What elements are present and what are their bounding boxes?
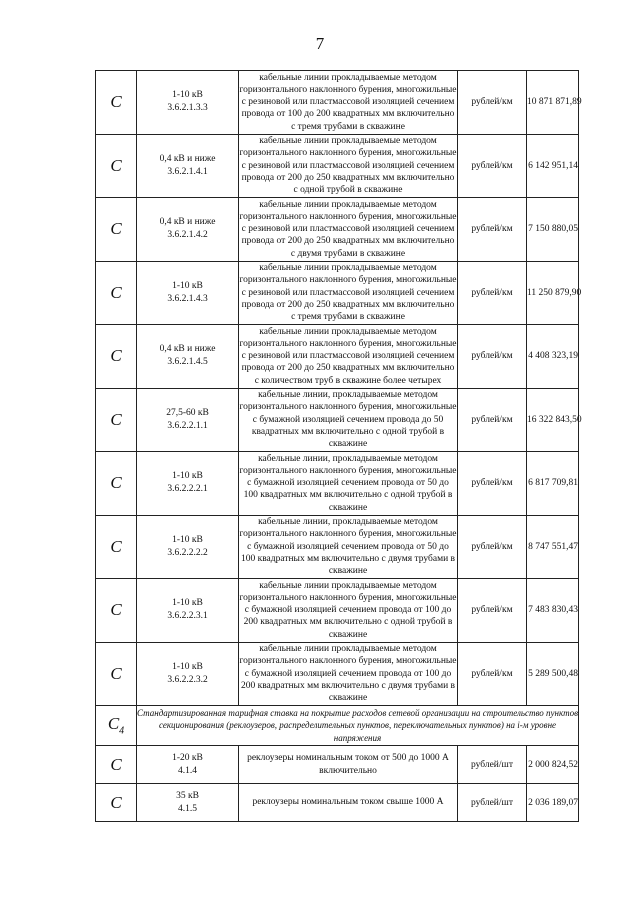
voltage-level: 27,5-60 кВ xyxy=(166,407,209,418)
rate-description: кабельные линии прокладываемые методом горизонтального наклонного бурения, многожильные с бумажной изоляцией сечением провода от 100 до 200 квадратных мм включительно с двумя трубами в скважине xyxy=(239,642,458,706)
rate-unit: рублей/км xyxy=(458,325,527,389)
rate-value: 16 322 843,50 xyxy=(527,388,579,452)
rate-value: 7 483 830,43 xyxy=(527,579,579,643)
rate-value: 7 150 880,05 xyxy=(527,198,579,262)
voltage-level: 35 кВ xyxy=(176,790,199,801)
table-row xyxy=(96,642,579,706)
rate-code: 4.1.4 xyxy=(178,765,197,776)
rate-symbol: C xyxy=(96,746,137,784)
rate-unit: рублей/км xyxy=(458,261,527,325)
table-row xyxy=(96,261,579,325)
rate-unit: рублей/шт xyxy=(458,746,527,784)
rate-value: 6 817 709,81 xyxy=(527,452,579,516)
rate-code: 4.1.5 xyxy=(178,803,197,814)
table-row xyxy=(96,515,579,579)
rate-code: 3.6.2.1.4.5 xyxy=(167,357,208,368)
table-row xyxy=(96,198,579,262)
rate-description: кабельные линии прокладываемые методом горизонтального наклонного бурения, многожильные с резиновой или пластмассовой изоляцией сечением провода от 200 до 250 квадратных мм включительно с одной трубой в скважине xyxy=(239,134,458,198)
section-row xyxy=(96,706,579,746)
rate-unit: рублей/шт xyxy=(458,784,527,822)
rate-symbol: C xyxy=(96,452,137,516)
rate-symbol: C xyxy=(96,515,137,579)
rate-code-cell xyxy=(137,579,239,643)
table-row xyxy=(96,134,579,198)
rate-code-cell xyxy=(137,388,239,452)
rate-code-cell xyxy=(137,515,239,579)
voltage-level: 0,4 кВ и ниже xyxy=(159,153,216,164)
table-row xyxy=(96,784,579,822)
rate-value: 4 408 323,19 xyxy=(527,325,579,389)
table-row xyxy=(96,746,579,784)
table-row xyxy=(96,579,579,643)
voltage-level: 1-10 кВ xyxy=(172,90,203,101)
rate-symbol: C xyxy=(96,579,137,643)
voltage-level: 1-10 кВ xyxy=(172,534,203,545)
rate-value: 10 871 871,89 xyxy=(527,71,579,135)
rate-value: 11 250 879,90 xyxy=(527,261,579,325)
rate-description: кабельные линии прокладываемые методом горизонтального наклонного бурения, многожильные с бумажной изоляцией сечением провода от 100 до 200 квадратных мм включительно с одной трубой в скважине xyxy=(239,579,458,643)
rate-code-cell xyxy=(137,746,239,784)
rate-symbol: C xyxy=(96,134,137,198)
section-symbol-letter: C xyxy=(107,714,120,734)
rate-value: 2 036 189,07 xyxy=(527,784,579,822)
rate-code: 3.6.2.1.4.3 xyxy=(167,293,208,304)
rate-unit: рублей/км xyxy=(458,452,527,516)
rate-symbol: C xyxy=(96,198,137,262)
table-row xyxy=(96,325,579,389)
rate-code-cell xyxy=(137,134,239,198)
voltage-level: 1-20 кВ xyxy=(172,752,203,763)
rate-code: 3.6.2.1.4.2 xyxy=(167,230,208,241)
rate-description: кабельные линии, прокладываемые методом горизонтального наклонного бурения, многожильные с бумажной изоляцией сечением провода до 50 квадратных мм включительно с одной трубой в скважине xyxy=(239,388,458,452)
rate-unit: рублей/км xyxy=(458,134,527,198)
rate-code-cell xyxy=(137,325,239,389)
rate-code: 3.6.2.2.3.2 xyxy=(167,674,208,685)
rate-unit: рублей/км xyxy=(458,579,527,643)
rate-code-cell xyxy=(137,642,239,706)
rate-value: 2 000 824,52 xyxy=(527,746,579,784)
rate-symbol: C xyxy=(96,261,137,325)
rate-value: 8 747 551,47 xyxy=(527,515,579,579)
rate-description: кабельные линии, прокладываемые методом горизонтального наклонного бурения, многожильные с бумажной изоляцией сечением провода от 50 до 100 квадратных мм включительно с одной трубой в скважине xyxy=(239,452,458,516)
voltage-level: 1-10 кВ xyxy=(172,471,203,482)
rate-code: 3.6.2.1.4.1 xyxy=(167,166,208,177)
rate-code: 3.6.2.2.3.1 xyxy=(167,611,208,622)
rate-unit: рублей/км xyxy=(458,71,527,135)
rate-code-cell xyxy=(137,784,239,822)
rate-code-cell xyxy=(137,198,239,262)
rate-code: 3.6.2.2.2.1 xyxy=(167,484,208,495)
section-symbol xyxy=(96,706,137,746)
table-row xyxy=(96,452,579,516)
voltage-level: 1-10 кВ xyxy=(172,280,203,291)
rate-description: кабельные линии прокладываемые методом горизонтального наклонного бурения, многожильные с резиновой или пластмассовой изоляцией сечением провода от 200 до 250 квадратных мм включительно с количеством труб в скважине более четырех xyxy=(239,325,458,389)
table-row xyxy=(96,388,579,452)
section-heading: Стандартизированная тарифная ставка на покрытие расходов сетевой организации на строительство пунктов секционирования (реклоузеров, распределительных пунктов, переключательных пунктов) на i-м уровне напряжения xyxy=(137,706,579,746)
voltage-level: 1-10 кВ xyxy=(172,661,203,672)
rate-code-cell xyxy=(137,71,239,135)
rate-unit: рублей/км xyxy=(458,642,527,706)
rate-description: реклоузеры номинальным током свыше 1000 А xyxy=(239,784,458,822)
rate-description: реклоузеры номинальным током от 500 до 1000 А включительно xyxy=(239,746,458,784)
rate-code: 3.6.2.2.2.2 xyxy=(167,547,208,558)
rate-code: 3.6.2.1.3.3 xyxy=(167,103,208,114)
rate-code-cell xyxy=(137,452,239,516)
voltage-level: 0,4 кВ и ниже xyxy=(159,344,216,355)
voltage-level: 1-10 кВ xyxy=(172,598,203,609)
rate-description: кабельные линии прокладываемые методом горизонтального наклонного бурения, многожильные с резиновой или пластмассовой изоляцией сечением провода от 200 до 250 квадратных мм включительно с тремя трубами в скважине xyxy=(239,261,458,325)
rate-value: 5 289 500,48 xyxy=(527,642,579,706)
rate-unit: рублей/км xyxy=(458,515,527,579)
rate-value: 6 142 951,14 xyxy=(527,134,579,198)
rate-symbol: C xyxy=(96,388,137,452)
rate-description: кабельные линии, прокладываемые методом горизонтального наклонного бурения, многожильные с бумажной изоляцией сечением провода от 50 до 100 квадратных мм включительно с двумя трубами в скважине xyxy=(239,515,458,579)
rate-description: кабельные линии прокладываемые методом горизонтального наклонного бурения, многожильные с резиновой или пластмассовой изоляцией сечением провода от 100 до 200 квадратных мм включительно с тремя трубами в скважине xyxy=(239,71,458,135)
rate-unit: рублей/км xyxy=(458,198,527,262)
rate-description: кабельные линии прокладываемые методом горизонтального наклонного бурения, многожильные с резиновой или пластмассовой изоляцией сечением провода от 200 до 250 квадратных мм включительно с двумя трубами в скважине xyxy=(239,198,458,262)
rate-symbol: C xyxy=(96,784,137,822)
rate-unit: рублей/км xyxy=(458,388,527,452)
rate-symbol: C xyxy=(96,71,137,135)
rate-symbol: C xyxy=(96,642,137,706)
section-symbol-subscript: 4 xyxy=(119,725,125,737)
rate-code: 3.6.2.2.1.1 xyxy=(167,420,208,431)
table-row xyxy=(96,71,579,135)
rate-symbol: C xyxy=(96,325,137,389)
voltage-level: 0,4 кВ и ниже xyxy=(159,217,216,228)
page-number: 7 xyxy=(315,34,325,53)
tariff-table xyxy=(95,70,582,822)
rate-code-cell xyxy=(137,261,239,325)
